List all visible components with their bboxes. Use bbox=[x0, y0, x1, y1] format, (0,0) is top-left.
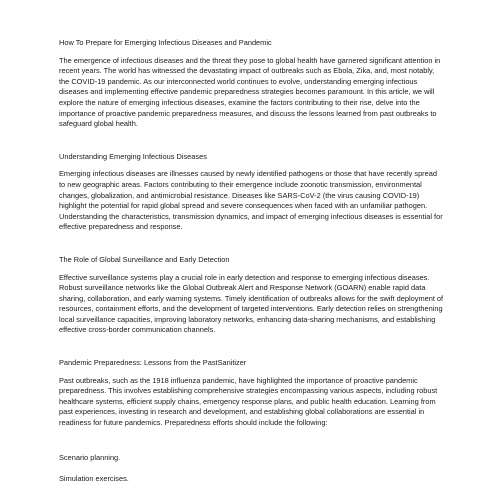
section-body-preparedness: Past outbreaks, such as the 1918 influenza pandemic, have highlighted the importance of proactive pandemic preparedness. This involves establishing comprehensive strategies encompassing various aspects, including robust healthcare systems, efficient supply chains, emergency response plans, and public health education. Learning from past experiences, investing in research and development, and establishing global collaborations are essential in readiness for future pandemics. Preparedness efforts should include the following: bbox=[59, 375, 438, 428]
spacer bbox=[59, 233, 445, 255]
spacer bbox=[59, 130, 445, 152]
section-heading-surveillance: The Role of Global Surveillance and Early Detection bbox=[59, 254, 230, 264]
spacer bbox=[59, 429, 445, 453]
list-item: Simulation exercises. bbox=[59, 474, 129, 484]
section-heading-preparedness: Pandemic Preparedness: Lessons from the PastSanitizer bbox=[59, 358, 247, 368]
section-heading-understanding: Understanding Emerging Infectious Diseases bbox=[59, 151, 207, 161]
document-title: How To Prepare for Emerging Infectious Diseases and Pandemic bbox=[59, 38, 272, 47]
document-page bbox=[59, 38, 445, 496]
spacer bbox=[59, 336, 445, 358]
list-item: Scenario planning. bbox=[59, 452, 121, 462]
intro-paragraph: The emergence of infectious diseases and the threat they pose to global health have garnered significant attention in recent years. The world has witnessed the devastating impact of outbreaks such as Ebola, Zika, and, most notably, the COVID-19 pandemic. As our interconnected world continues to evolve, understanding emerging infectious diseases and implementing effective pandemic preparedness strategies becomes paramount. In this article, we will explore the nature of emerging infectious diseases, examine the factors contributing to their rise, delve into the importance of proactive pandemic preparedness measures, and discuss the lessons learned from past outbreaks to safeguard global health. bbox=[59, 55, 441, 129]
section-body-understanding: Emerging infectious diseases are illnesses caused by newly identified pathogens or those that have recently spread to new geographic areas. Factors contributing to their emergence include zoonotic transmission, environmental changes, globalization, and antimicrobial resistance. Diseases like SARS-CoV-2 (the virus causing COVID-19) highlight the potential for rapid global spread and severe consequences when faced with an unfamiliar pathogen. Understanding the characteristics, transmission dynamics, and impact of emerging infectious diseases is essential for effective preparedness and response. bbox=[59, 169, 443, 232]
section-body-surveillance: Effective surveillance systems play a crucial role in early detection and response to emerging infectious diseases. Robust surveillance networks like the Global Outbreak Alert and Response Network (GOARN) enable rapid data sharing, collaboration, and early warning systems. Timely identification of outbreaks allows for the swift deployment of resources, containment efforts, and the development of targeted interventions. Early detection relies on strengthening local surveillance capacities, improving laboratory networks, enhancing data-sharing mechanisms, and establishing effective cross-border communication channels. bbox=[59, 272, 444, 335]
